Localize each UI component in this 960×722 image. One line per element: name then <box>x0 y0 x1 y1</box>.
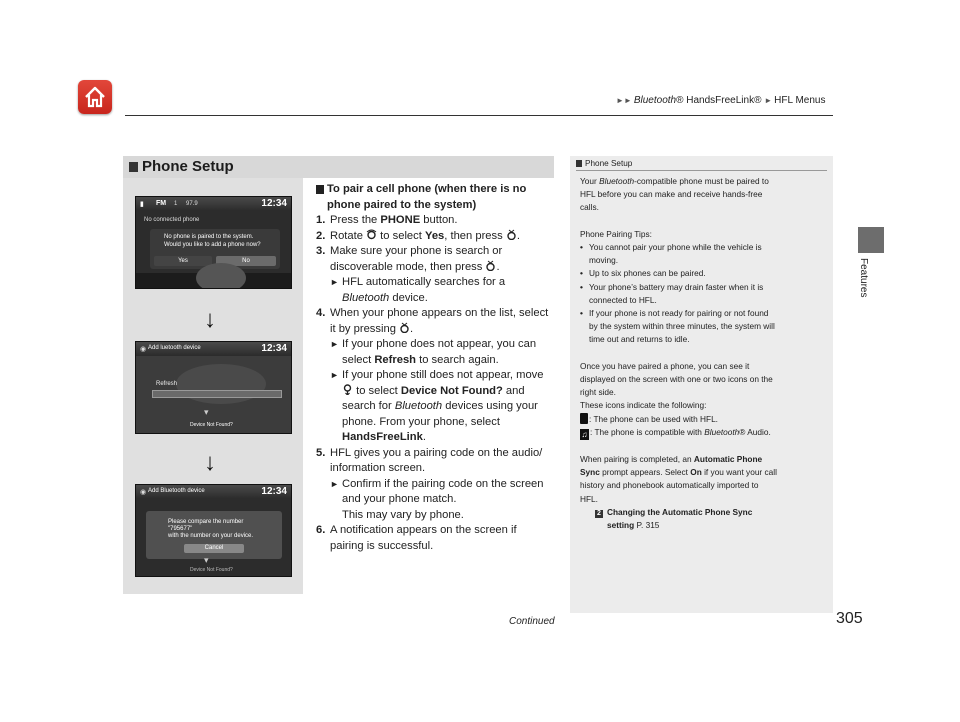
home-button[interactable] <box>78 80 112 114</box>
no-button[interactable]: No <box>216 256 276 266</box>
sidebar-heading: Phone Setup <box>576 159 632 168</box>
header-rule <box>125 115 833 116</box>
step-4: 4. When your phone appears on the list, select it by pressing . <box>316 307 549 335</box>
music-note-icon: ♫ <box>581 429 588 439</box>
screen-add-device: ◉ Add luetooth device 12:34 Refresh ▾ Device Not Found? <box>135 341 292 434</box>
step-5-sub: ► Confirm if the pairing code on the screen and your phone match. This may vary by phone. <box>330 477 544 521</box>
step-1: 1. Press the PHONE button. <box>316 214 458 226</box>
screenshot-column <box>123 178 303 594</box>
procedure-heading: To pair a cell phone (when there is no phone paired to the system) <box>316 182 556 213</box>
sidebar-note: Phone Setup Your Bluetooth-compatible phone must be paired to HFL before you can make and receive hands-free calls. Phone Pairing Tips: • You cannot pair your phone while the vehicle is moving. • Up to six phones can be paired. • Your phone’s battery may drain faster when it is connected to HFL. • If your phone is not ready for pairing or not found by the system within three minutes, the system will time out and returns to idle. Once you have paired a phone, you can see it displayed on the screen with one or two icons on the right side. These icons indicate the following: : The phone can be used with HFL. ♫ : The phone is compatible with Bluetooth® Audio. When pairing is completed, an Automatic Phone Sync prompt appears. Select On if you want your call history and phonebook automatically imported to HFL. 2 Changing the Automatic Phone Sync setting P. 315 <box>570 156 833 613</box>
breadcrumb: ►► Bluetooth® HandsFreeLink® ► HFL Menus <box>616 95 826 106</box>
yes-button[interactable]: Yes <box>154 256 212 266</box>
step-3-sub: ► HFL automatically searches for a Bluetooth device. <box>330 276 506 304</box>
move-knob-icon <box>342 384 353 395</box>
chapter-label: Features <box>858 258 869 298</box>
page-number: 305 <box>836 610 863 627</box>
cross-reference-link[interactable]: 2 Changing the Automatic Phone Sync setting P. 315 <box>580 506 826 532</box>
press-knob-icon <box>506 229 517 240</box>
selector-knob-icon <box>366 229 377 240</box>
chapter-tab[interactable] <box>858 227 884 253</box>
down-arrow-icon: ↓ <box>204 306 216 333</box>
section-header <box>123 156 554 178</box>
home-icon <box>83 85 107 109</box>
step-2: 2. Rotate to select Yes, then press . <box>316 229 520 242</box>
continued-label: Continued <box>509 616 555 627</box>
step-5: 5. HFL gives you a pairing code on the audio/ information screen. <box>316 446 543 474</box>
press-knob-icon <box>399 322 410 333</box>
step-4-sub-1: ► If your phone does not appear, you can select Refresh to search again. <box>330 338 537 366</box>
phone-icon <box>580 413 588 424</box>
press-knob-icon <box>485 260 496 271</box>
step-4-sub-2: ► If your phone still does not appear, move to select Device Not Found? and search for Bluetooth devices using your phone. From your phone, select HandsFreeLink. <box>330 369 544 443</box>
section-title: Phone Setup <box>142 158 234 175</box>
procedure <box>316 182 556 554</box>
screen-no-phone: ▮ FM 1 97.9 12:34 No connected phone No phone is paired to the system. Would you like to add a phone now? Yes No <box>135 196 292 289</box>
cancel-button[interactable]: Cancel <box>184 544 244 553</box>
xref-arrow-icon: 2 <box>595 510 603 518</box>
step-3: 3. Make sure your phone is search or discoverable mode, then press . <box>316 245 503 273</box>
step-6: 6. A notification appears on the screen if pairing is successful. <box>316 524 517 552</box>
down-arrow-icon: ↓ <box>204 449 216 476</box>
screen-pairing-code: ◉ Add Bluetooth device 12:34 Please compare the number "795677" with the number on your device. Cancel ▾ Device Not Found? <box>135 484 292 577</box>
